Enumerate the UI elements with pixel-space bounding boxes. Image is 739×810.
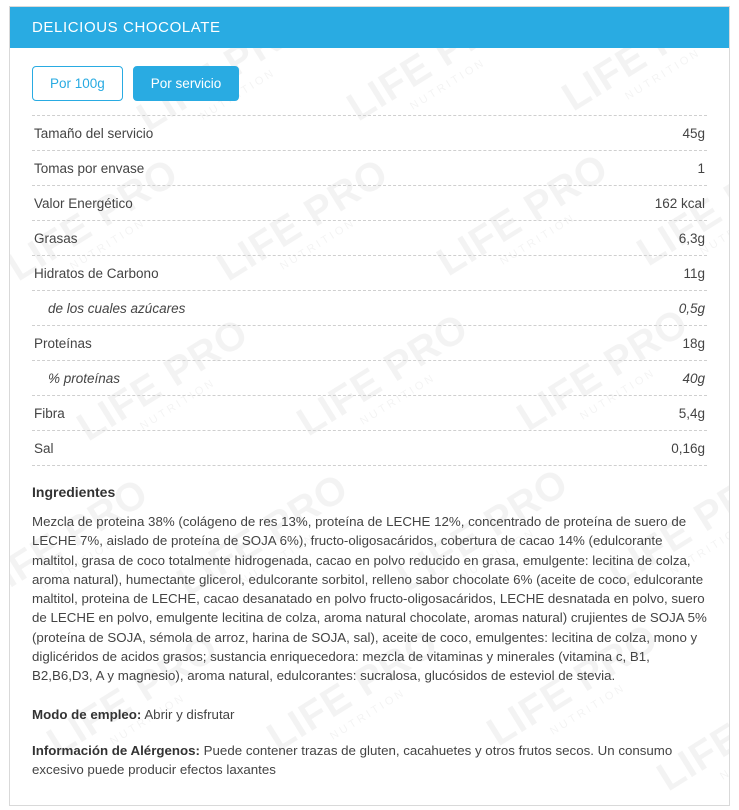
row-label: % proteínas	[48, 371, 121, 386]
row-label: Proteínas	[34, 336, 92, 351]
row-value: 0,5g	[678, 301, 705, 316]
allergens-value: Puede contener trazas de gluten, cacahuetes y otros frutos secos. Un consumo excesivo puede producir efectos laxantes	[32, 742, 673, 777]
ingredients-section	[10, 466, 729, 685]
table-row	[32, 186, 707, 221]
nutrition-panel	[9, 6, 730, 806]
ingredients-text: Mezcla de proteina 38% (colágeno de res 13%, proteína de LECHE 12%, concentrado de proteína de suero de LECHE 7%, aislado de proteína de SOJA 6%), fructo-oligosacáridos, cobertura de cacao 14% (edulcorante maltitol, grasa de coco totalmente hidrogenada, cacao en polvo reducido en grasa, emulgente: lecitina de colza, aroma natural), humectante glicerol, edulcorante sorbitol, relleno sabor chocolate 6% (aceite de coco, edulcorante maltitol, proteina de LECHE, cacao desanatado en polvo fructo-oligosacáridos, LECHE desnatada en polvo, suero de LECHE en polvo, emulgente lecitina de colza, aroma natural chocolate, aromas natural) crujientes de SOJA 5% (proteína de SOJA, sémola de arroz, harina de SOJA, sal), aceite de coco, emulgentes: lecitina de colza, mono y diglicéridos de acidos grasos; sustancia enriquecedora: mezcla de vitaminas y minerales (vitamina c, B1, B2,B6,D3, A y magnesio), aroma natural, edulcorantes: sucralosa, glucósidos de esteviol de stevia.	[32, 514, 707, 684]
table-row	[32, 326, 707, 361]
row-label: de los cuales azúcares	[48, 301, 186, 316]
row-value: 162 kcal	[654, 196, 705, 211]
table-row	[32, 396, 707, 431]
nutrition-table	[10, 115, 729, 466]
row-label: Tomas por envase	[34, 161, 145, 176]
row-label: Sal	[34, 441, 54, 456]
table-row	[32, 221, 707, 256]
tab-por-100g[interactable]: Por 100g	[32, 66, 123, 101]
row-value: 6,3g	[678, 231, 705, 246]
table-row	[32, 361, 707, 396]
row-value: 40g	[682, 371, 705, 386]
product-title: DELICIOUS CHOCOLATE	[10, 7, 729, 48]
row-value: 11g	[683, 266, 705, 281]
row-value: 18g	[682, 336, 705, 351]
serving-tabs	[10, 48, 729, 115]
row-label: Tamaño del servicio	[34, 126, 154, 141]
row-label: Grasas	[34, 231, 78, 246]
table-row	[32, 291, 707, 326]
table-row	[32, 115, 707, 151]
row-value: 45g	[682, 126, 705, 141]
usage-value: Abrir y disfrutar	[144, 707, 235, 723]
row-label: Fibra	[34, 406, 65, 421]
table-row	[32, 256, 707, 291]
ingredients-heading: Ingredientes	[32, 484, 116, 500]
row-value: 5,4g	[678, 406, 705, 421]
row-label: Valor Energético	[34, 196, 133, 211]
usage-label: Modo de empleo:	[32, 707, 142, 723]
tab-por-servicio[interactable]: Por servicio	[133, 66, 240, 101]
table-row	[32, 151, 707, 186]
row-value: 0,16g	[671, 441, 705, 456]
row-value: 1	[697, 161, 705, 176]
allergens-label: Información de Alérgenos:	[32, 742, 200, 758]
table-row	[32, 431, 707, 466]
usage-line	[10, 685, 729, 724]
row-label: Hidratos de Carbono	[34, 266, 159, 281]
allergens-line	[10, 725, 729, 806]
